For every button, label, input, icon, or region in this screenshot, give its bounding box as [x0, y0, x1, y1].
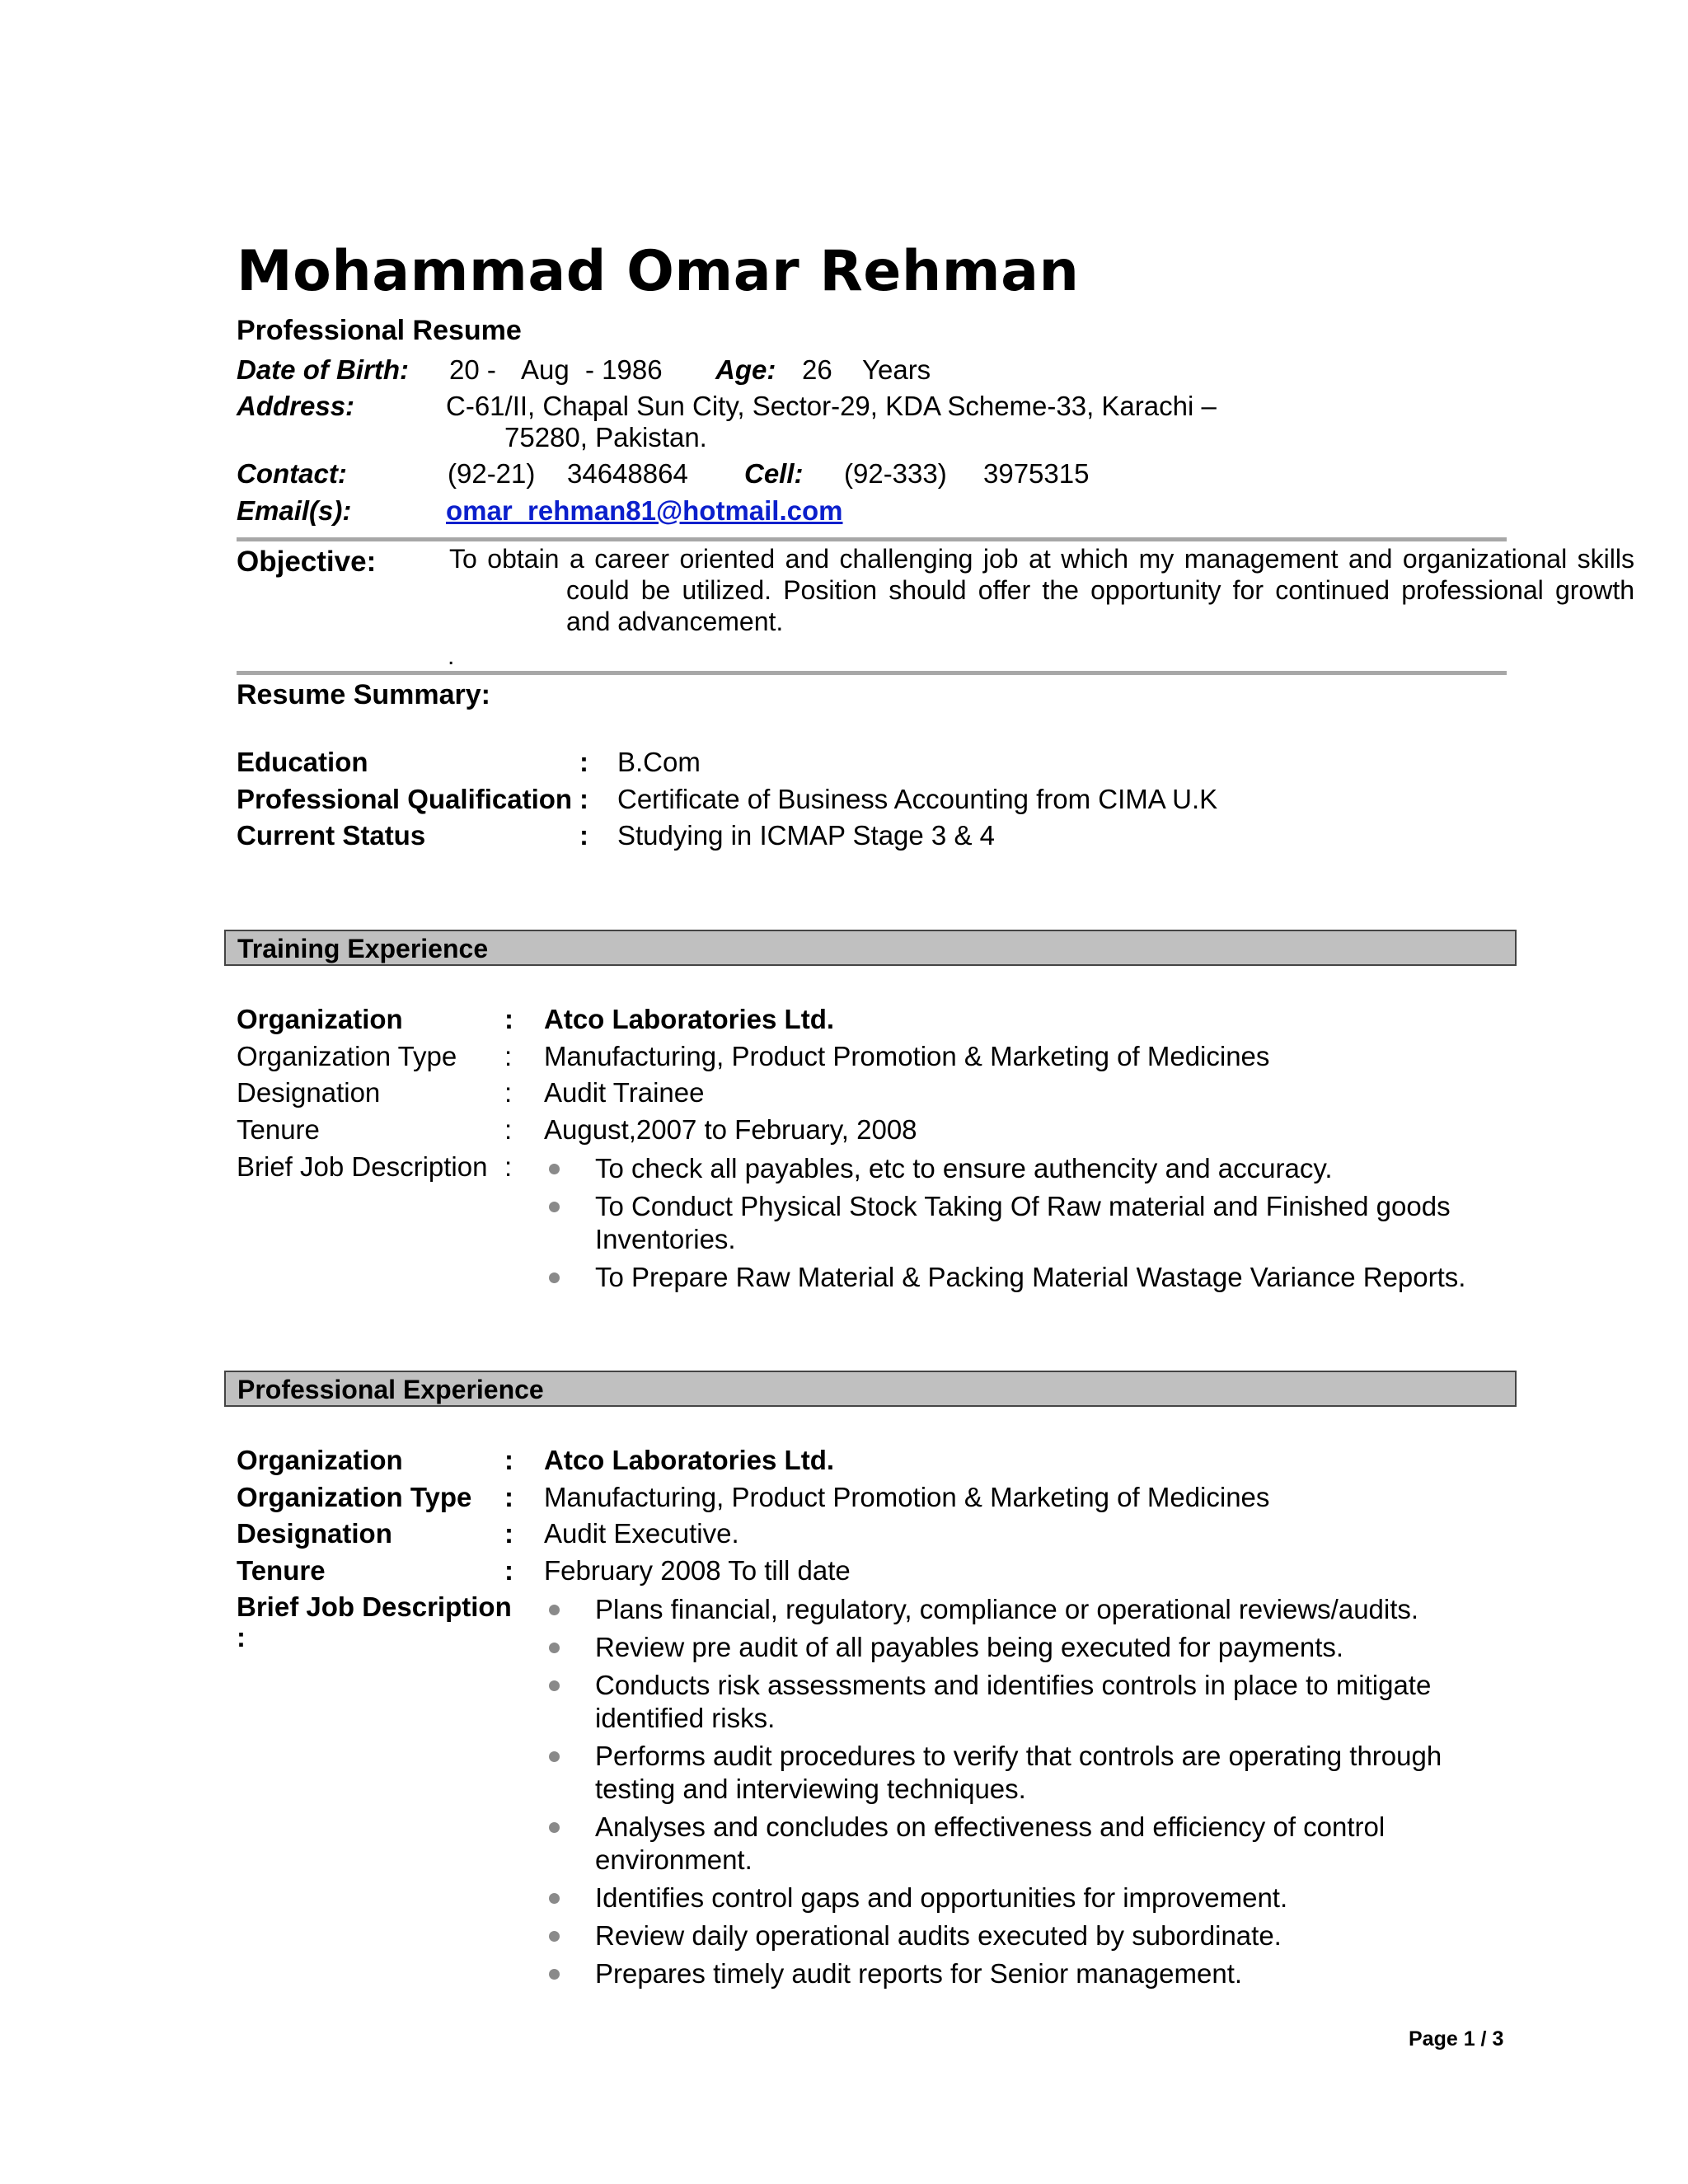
bullet-icon [549, 1969, 560, 1980]
professional-bullet-list [544, 1593, 1517, 1990]
professional-sep: : [237, 1622, 246, 1652]
bullet-icon [549, 1822, 560, 1833]
dob-label: Date of Birth: [237, 354, 409, 385]
professional-label-org-type: Organization Type [237, 1482, 472, 1512]
bullet-icon [549, 1272, 560, 1283]
bullet-icon [549, 1202, 560, 1212]
objective-dot: . [448, 643, 455, 670]
training-sep: : [504, 1077, 513, 1108]
contact-code: (92-21) [448, 458, 536, 489]
training-value-designation: Audit Trainee [544, 1077, 705, 1108]
professional-section-header [224, 1371, 1517, 1407]
training-sep: : [504, 1041, 513, 1071]
summary-sep: : [579, 747, 588, 777]
summary-value-education: B.Com [617, 747, 701, 777]
list-item: To Conduct Physical Stock Taking Of Raw material and Finished goods Inventories. [544, 1190, 1517, 1256]
professional-sep: : [504, 1482, 513, 1512]
contact-number: 34648864 [567, 458, 688, 489]
list-item: To check all payables, etc to ensure authencity and accuracy. [544, 1152, 1517, 1185]
professional-sep: : [504, 1518, 513, 1549]
professional-value-tenure: February 2008 To till date [544, 1555, 851, 1586]
list-item: Review daily operational audits executed by subordinate. [544, 1919, 1517, 1952]
professional-sep: : [504, 1555, 513, 1586]
training-sep: : [504, 1151, 513, 1182]
objective-text: To obtain a career oriented and challenging job at which my management and organizational skills could be utilized. Position should offer the opportunity for continued professional growth and advancement. [449, 544, 1634, 636]
cell-number: 3975315 [983, 458, 1090, 489]
training-section-header [224, 930, 1517, 966]
list-item: Prepares timely audit reports for Senior management. [544, 1957, 1517, 1990]
training-sep: : [504, 1004, 513, 1034]
professional-section-title: Professional Experience [237, 1375, 544, 1404]
page-number: Page 1 / 3 [1409, 2027, 1504, 2050]
dob-day: 20 - [449, 354, 496, 385]
professional-label-tenure: Tenure [237, 1555, 326, 1586]
cell-code: (92-333) [844, 458, 947, 489]
bullet-icon [549, 1164, 560, 1174]
resume-subtitle: Professional Resume [237, 315, 522, 346]
list-item: Conducts risk assessments and identifies controls in place to mitigate identified risks. [544, 1669, 1517, 1735]
training-label-designation: Designation [237, 1077, 381, 1108]
training-label-job-description: Brief Job Description [237, 1151, 488, 1182]
contact-label: Contact: [237, 458, 347, 489]
training-value-org-type: Manufacturing, Product Promotion & Marketing of Medicines [544, 1041, 1270, 1071]
dob-month: Aug [521, 354, 570, 385]
professional-value-org-type: Manufacturing, Product Promotion & Marketing of Medicines [544, 1482, 1270, 1512]
summary-label-education: Education [237, 747, 368, 777]
list-item: Plans financial, regulatory, compliance or operational reviews/audits. [544, 1593, 1517, 1626]
professional-label-organization: Organization [237, 1445, 403, 1475]
list-item: Analyses and concludes on effectiveness and efficiency of control environment. [544, 1811, 1517, 1877]
address-line2: 75280, Pakistan. [504, 422, 707, 452]
summary-sep: : [579, 784, 588, 814]
professional-label-designation: Designation [237, 1518, 392, 1549]
age-value: 26 [802, 354, 832, 385]
list-item: Review pre audit of all payables being executed for payments. [544, 1631, 1517, 1664]
address-line1: C-61/II, Chapal Sun City, Sector-29, KDA Scheme-33, Karachi – [446, 391, 1217, 421]
summary-value-status: Studying in ICMAP Stage 3 & 4 [617, 820, 995, 851]
bullet-icon [549, 1931, 560, 1942]
training-label-tenure: Tenure [237, 1114, 320, 1145]
training-section-title: Training Experience [237, 934, 489, 963]
summary-label-status: Current Status [237, 820, 426, 851]
training-value-organization: Atco Laboratories Ltd. [544, 1004, 835, 1034]
age-label: Age: [715, 354, 776, 385]
training-label-org-type: Organization Type [237, 1041, 457, 1071]
age-unit: Years [862, 354, 931, 385]
professional-label-job-description: Brief Job Description [237, 1591, 512, 1622]
email-label: Email(s): [237, 495, 352, 526]
training-value-tenure: August,2007 to February, 2008 [544, 1114, 917, 1145]
divider-objective [237, 671, 1507, 675]
bullet-icon [549, 1643, 560, 1653]
summary-label-qualification: Professional Qualification [237, 784, 573, 814]
cell-label: Cell: [744, 458, 804, 489]
bullet-icon [549, 1893, 560, 1904]
list-item: Performs audit procedures to verify that controls are operating through testing and interviewing techniques. [544, 1740, 1517, 1806]
bullet-icon [549, 1680, 560, 1691]
training-bullet-list [544, 1152, 1517, 1294]
professional-sep: : [504, 1445, 513, 1475]
address-label: Address: [237, 391, 355, 421]
divider-top [237, 537, 1507, 541]
professional-value-designation: Audit Executive. [544, 1518, 739, 1549]
objective-label: Objective: [237, 546, 377, 578]
resume-name: Mohammad Omar Rehman [237, 239, 1080, 304]
summary-title: Resume Summary: [237, 679, 491, 710]
training-sep: : [504, 1114, 513, 1145]
email-link[interactable]: omar_rehman81@hotmail.com [446, 495, 843, 526]
dob-year: - 1986 [585, 354, 663, 385]
professional-value-organization: Atco Laboratories Ltd. [544, 1445, 835, 1475]
list-item: Identifies control gaps and opportunities for improvement. [544, 1882, 1517, 1915]
training-label-organization: Organization [237, 1004, 403, 1034]
list-item: To Prepare Raw Material & Packing Material Wastage Variance Reports. [544, 1261, 1517, 1294]
bullet-icon [549, 1605, 560, 1615]
summary-sep: : [579, 820, 588, 851]
bullet-icon [549, 1751, 560, 1762]
summary-value-qualification: Certificate of Business Accounting from CIMA U.K [617, 784, 1218, 814]
